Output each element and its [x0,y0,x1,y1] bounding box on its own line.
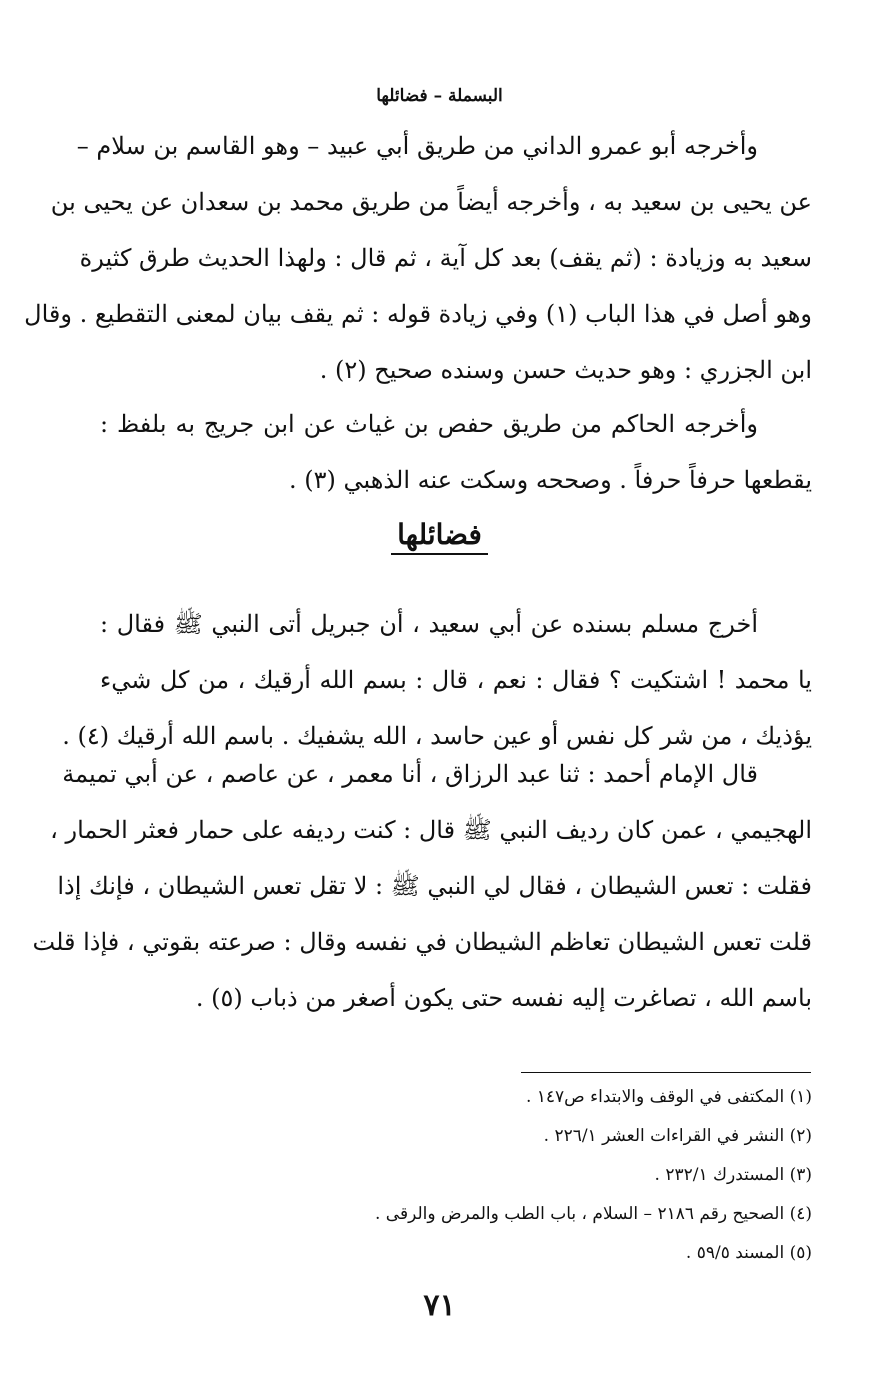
text-line: ابن الجزري : وهو حديث حسن وسنده صحيح (٢) . [319,356,812,384]
paragraph-ahmad-hadith [32,746,812,1026]
text-line: وهو أصل في هذا الباب (١) وفي زيادة قوله : ثم يقف بيان لمعنى التقطيع . وقال [24,300,812,328]
footnote-item: (٢) النشر في القراءات العشر ٢٢٦/١ . [543,1126,812,1146]
text-line: عن يحيى بن سعيد به ، وأخرجه أيضاً من طريق محمد بن سعدان عن يحيى بن [50,188,812,216]
running-header: البسملة – فضائلها [376,86,503,106]
page-number: ٧١ [423,1288,456,1323]
text-line: أخرج مسلم بسنده عن أبي سعيد ، أن جبريل أتى النبي ﷺ فقال : [100,610,759,638]
footnotes [100,1078,812,1273]
text-line: يؤذيك ، من شر كل نفس أو عين حاسد ، الله يشفيك . باسم الله أرقيك (٤) . [62,722,812,750]
footnote-item: (٤) الصحيح رقم ٢١٨٦ – السلام ، باب الطب والمرض والرقى . [374,1204,812,1224]
text-line: قلت تعس الشيطان تعاظم الشيطان في نفسه وقال : صرعته بقوتي ، فإذا قلت [32,928,812,956]
section-title [0,518,879,551]
text-line: يقطعها حرفاً حرفاً . وصححه وسكت عنه الذهبي (٣) . [289,466,812,494]
text-line: وأخرجه الحاكم من طريق حفص بن غياث عن ابن جريج به بلفظ : [100,410,758,438]
footnote-item: (٣) المستدرك ٢٣٢/١ . [654,1165,812,1185]
text-line: باسم الله ، تصاغرت إليه نفسه حتى يكون أصغر من ذباب (٥) . [195,984,812,1012]
text-line: وأخرجه أبو عمرو الداني من طريق أبي عبيد – وهو القاسم بن سلام – [76,132,758,160]
footnote-item: (٥) المسند ٥٩/٥ . [685,1243,812,1263]
footnote-divider [521,1072,811,1073]
paragraph-takhrij-hakim [100,396,812,508]
text-line: الهجيمي ، عمن كان رديف النبي ﷺ قال : كنت رديفه على حمار فعثر الحمار ، [50,816,812,844]
text-line: فقلت : تعس الشيطان ، فقال لي النبي ﷺ : لا تقل تعس الشيطان ، فإنك إذا [57,872,812,900]
text-line: قال الإمام أحمد : ثنا عبد الرزاق ، أنا معمر ، عن عاصم ، عن أبي تميمة [62,760,758,788]
text-line: سعيد به وزيادة : (ثم يقف) بعد كل آية ، ثم قال : ولهذا الحديث طرق كثيرة [79,244,812,272]
section-title-text: فضائلها [391,518,488,555]
paragraph-muslim-hadith [62,596,812,764]
footnote-item: (١) المكتفى في الوقف والابتداء ص١٤٧ . [525,1087,812,1107]
text-line: يا محمد ! اشتكيت ؟ فقال : نعم ، قال : بسم الله أرقيك ، من كل شيء [100,666,812,694]
paragraph-takhrij-daani [24,118,812,398]
